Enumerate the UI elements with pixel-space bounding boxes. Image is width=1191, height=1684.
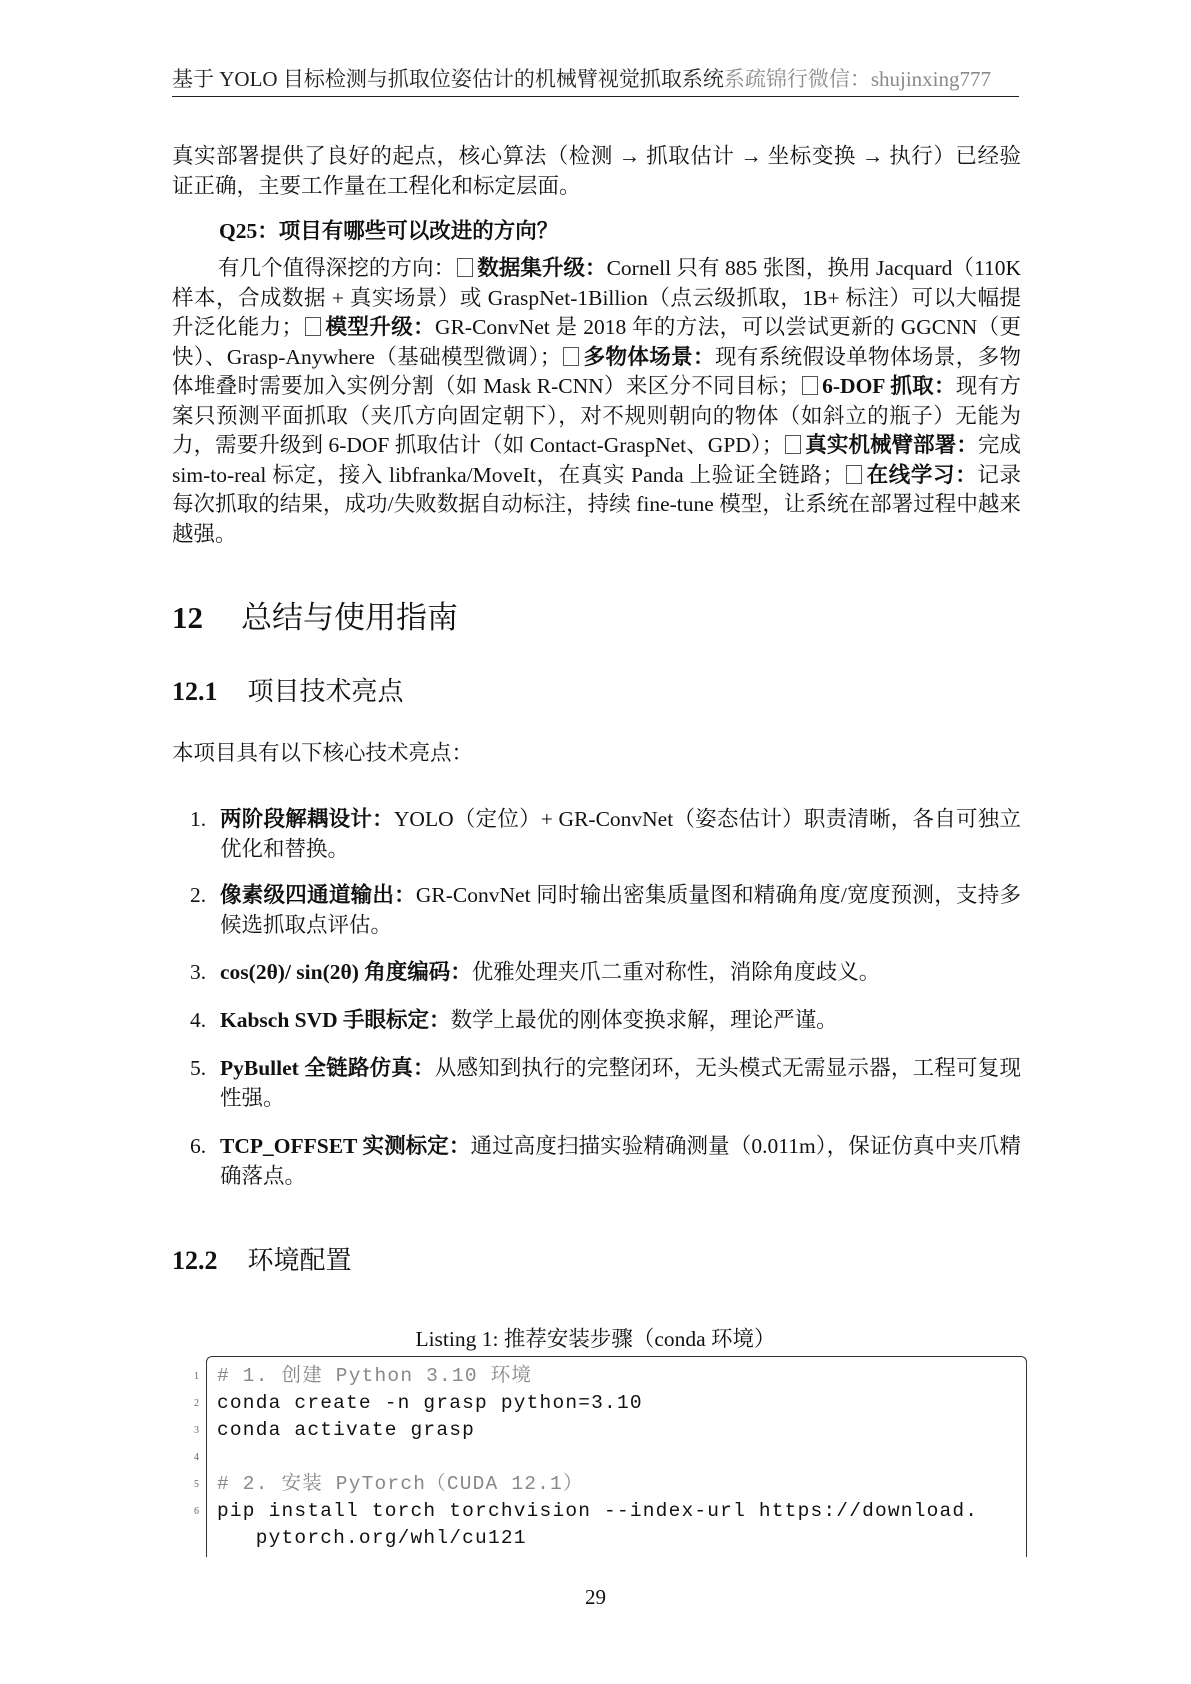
missing-glyph-icon — [802, 376, 818, 395]
list-item: 1. 两阶段解耦设计：YOLO（定位）+ GR-ConvNet（姿态估计）职责清晰，各自可独立优化和替换。 — [190, 807, 1021, 861]
subsection-heading-12-2: 12.2 环境配置 — [172, 1246, 352, 1276]
list-item: 2. 像素级四通道输出：GR-ConvNet 同时输出密集质量图和精确角度/宽度预测，支持多候选抓取点评估。 — [190, 883, 1021, 937]
paragraph-deployment: 真实部署提供了良好的起点，核心算法（检测 → 抓取估计 → 坐标变换 → 执行）已经验证正确，主要工作量在工程化和标定层面。 — [172, 144, 1021, 198]
listing-caption: Listing 1: 推荐安装步骤（conda 环境） — [415, 1327, 776, 1351]
missing-glyph-icon — [563, 347, 579, 366]
running-header — [172, 62, 1019, 97]
missing-glyph-icon — [785, 435, 801, 454]
list-item: 6. TCP_OFFSET 实测标定：通过高度扫描实验精确测量（0.011m），保证仿真中夹爪精确落点。 — [190, 1134, 1021, 1188]
paragraph-improvements: 有几个值得深挖的方向： 数据集升级：Cornell 只有 885 张图，换用 Jacquard（110K 样本，合成数据 + 真实场景）或 GraspNet-1Billion（点云级抓取，1B+ 标注）可以大幅提升泛化能力； 模型升级：GR-ConvNet 是 2018 年的方法，可以尝试更新的 GGCNN（更快）、Grasp-Anywhere（基础模型微调）； 多物体场景：现有系统假设单物体场景，多物体堆叠时需要加入实例分割（如 Mask R-CNN）来区分不同目标； 6-DOF 抓取：现有方案只预测平面抓取（夹爪方向固定朝下），对不规则朝向的物体（如斜立的瓶子）无能为力，需要升级到 6-DOF 抓取估计（如 Contact-GraspNet、GPD）； 真实机械臂部署：完成 sim-to-real 标定，接入 libfranka/MoveIt，在真实 Panda 上验证全链路； 在线学习：记录每次抓取的结果，成功/失败数据自动标注，持续 fine-tune 模型，让系统在部署过程中越来越强。 — [172, 256, 1021, 546]
code-listing: 1 # 1. 创建 Python 3.10 环境 2 conda create -n grasp python=3.10 3 conda activate grasp 4 5 # 2. 安装 PyTorch（CUDA 12.1） 6 pip install torch torchvision --index-url https://download. pytorch.org/whl/cu121 — [206, 1356, 1027, 1557]
header-title: 基于 YOLO 目标检测与抓取位姿估计的机械臂视觉抓取系统 — [172, 67, 724, 91]
page-number: 29 — [585, 1585, 606, 1609]
missing-glyph-icon — [305, 317, 321, 336]
list-item: 3. cos(2θ)/ sin(2θ) 角度编码：优雅处理夹爪二重对称性，消除角度歧义。 — [190, 960, 881, 984]
missing-glyph-icon — [846, 465, 862, 484]
question-q25: Q25：项目有哪些可以改进的方向？ — [219, 219, 559, 243]
section-heading-12: 12 总结与使用指南 — [172, 600, 458, 636]
subsection-heading-12-1: 12.1 项目技术亮点 — [172, 677, 404, 707]
missing-glyph-icon — [457, 258, 473, 277]
header-watermark: 系疏锦行微信：shujinxing777 — [723, 67, 992, 91]
highlights-intro: 本项目具有以下核心技术亮点： — [172, 741, 474, 765]
list-item: 4. Kabsch SVD 手眼标定：数学上最优的刚体变换求解，理论严谨。 — [190, 1008, 838, 1032]
list-item: 5. PyBullet 全链路仿真：从感知到执行的完整闭环，无头模式无需显示器，工程可复现性强。 — [190, 1056, 1021, 1110]
